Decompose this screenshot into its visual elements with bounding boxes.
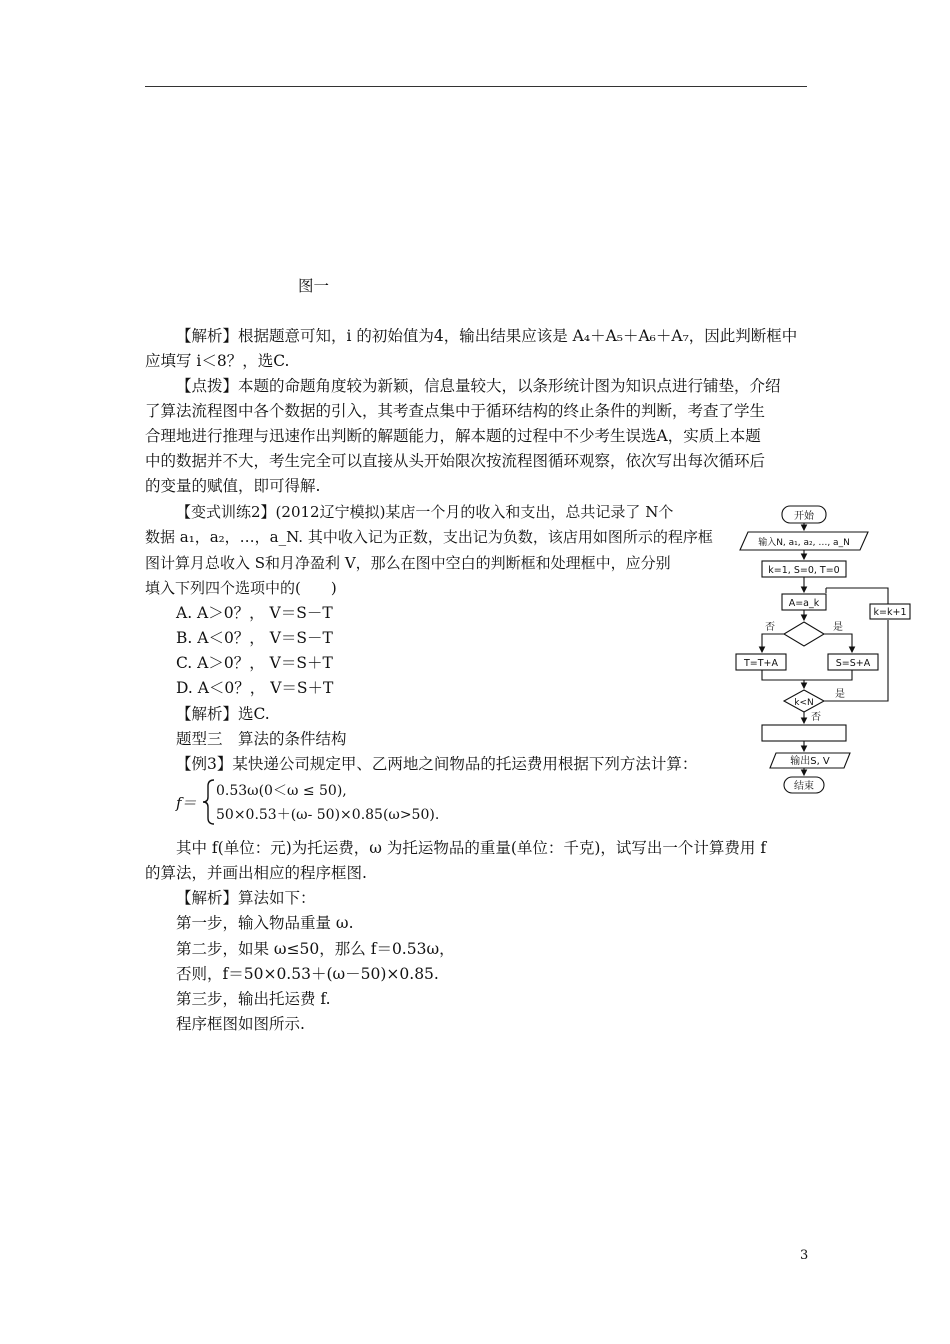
example-3: 【例3】某快递公司规定甲、乙两地之间物品的托运费用根据下列方法计算： [176,755,698,773]
section-title: 题型三 算法的条件结构 [176,730,347,748]
comment-line4: 中的数据并不大，考生完全可以直接从头开始限次按流程图循环观察，依次写出每次循环后 [145,452,766,470]
init-label: k=1, S=0, T=0 [768,565,840,576]
decision-empty [784,622,824,646]
no-label-2: 否 [811,712,821,723]
page-number: 3 [800,1248,809,1263]
k-lt-n-label: k<N [794,698,814,708]
t-update-label: T=T+A [743,658,779,669]
exercise-line3: 图计算月总收入 S和月净盈利 V，那么在图中空白的判断框和处理框中，应分别 [145,554,671,572]
analysis-2: 【解析】选C. [176,705,270,723]
output-label: 输出S, V [790,756,830,767]
option-a: A. A＞0？， V＝S－T [176,604,333,622]
flowchart [730,500,920,800]
piecewise-formula [176,776,476,826]
exercise-line1: 【变式训练2】(2012辽宁模拟)某店一个月的收入和支出，总共记录了 N个 [176,503,674,521]
analysis-3-head: 【解析】算法如下： [176,889,316,907]
input-label: 输入N, a₁, a₂, …, a_N [758,538,850,548]
header-rule [145,86,807,87]
option-c: C. A＞0？， V＝S＋T [176,654,333,672]
exercise-line4: 填入下列四个选项中的( ) [145,579,337,597]
closing-line: 程序框图如图所示. [176,1015,305,1033]
k-increment-label: k=k+1 [873,607,907,618]
figure-caption: 图一 [298,277,330,295]
formula-case2: 50×0.53＋(ω- 50)×0.85(ω>50). [216,807,440,823]
start-label: 开始 [794,511,814,522]
comment-line2: 了算法流程图中各个数据的引入，其考查点集中于循环结构的终止条件的判断，考查了学生 [145,402,766,420]
no-label-1: 否 [765,622,775,633]
yes-label-1: 是 [833,622,843,633]
formula-case1: 0.53ω(0＜ω ≤ 50), [216,783,347,799]
option-d: D. A＜0？， V＝S＋T [176,679,334,697]
step-2-else: 否则，f＝50×0.53＋(ω－50)×0.85. [176,965,439,983]
blank-process-box [762,725,846,741]
analysis-1-line1: 【解析】根据题意可知，i 的初始值为4，输出结果应该是 A₄＋A₅＋A₆＋A₇，因此判断框中 [176,327,798,345]
end-label: 结束 [794,781,814,792]
exercise-line2: 数据 a₁，a₂，…，a_N. 其中收入记为正数，支出记为负数，该店用如图所示的程序框 [145,528,713,546]
s-update-label: S=S+A [835,658,871,669]
step-3: 第三步，输出托运费 f. [176,990,331,1008]
step-2: 第二步，如果 ω≤50，那么 f＝0.53ω， [176,940,455,958]
step-1: 第一步，输入物品重量 ω. [176,914,354,932]
option-b: B. A＜0？， V＝S－T [176,629,333,647]
body-line1: 其中 f(单位：元)为托运费，ω 为托运物品的重量(单位：千克)，试写出一个计算费用 f [176,839,767,857]
yes-label-2: 是 [835,689,845,700]
brace-icon [202,778,216,826]
body-line2: 的算法，并画出相应的程序框图. [145,864,367,882]
comment-line1: 【点拨】本题的命题角度较为新颖，信息量较大，以条形统计图为知识点进行铺垫，介绍 [176,377,781,395]
analysis-1-line2: 应填写 i＜8？，选C. [145,352,290,370]
assign-label: A=a_k [788,598,820,609]
formula-lhs: f＝ [176,794,197,812]
comment-line5: 的变量的赋值，即可得解. [145,477,321,495]
comment-line3: 合理地进行推理与迅速作出判断的解题能力，解本题的过程中不少考生误选A，实质上本题 [145,427,761,445]
